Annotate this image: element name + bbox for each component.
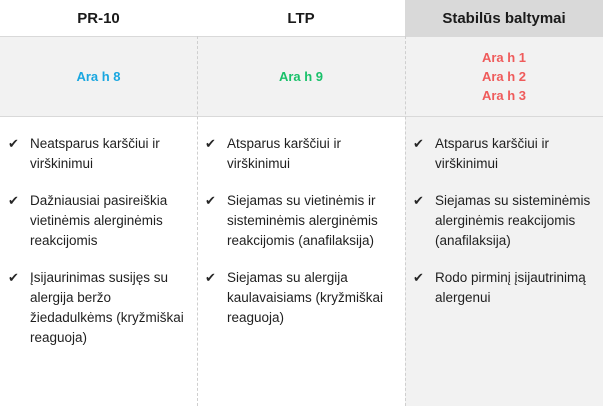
allergen-label: Ara h 9 <box>278 68 324 84</box>
allergen-list <box>405 36 603 116</box>
allergen-label: Ara h 1 <box>481 49 527 65</box>
list-item: ✔ Rodo pirminį įsijautrinimą alergenui <box>413 270 586 305</box>
feature-list <box>405 116 603 308</box>
allergen-list <box>0 36 197 116</box>
checkmark-icon: ✔ <box>413 270 424 285</box>
list-item: ✔ Neatsparus karščiui ir virškinimui <box>8 136 160 171</box>
column-ltp <box>197 0 405 406</box>
checkmark-icon: ✔ <box>413 136 424 151</box>
column-stable-proteins <box>405 0 603 406</box>
list-item: ✔ Atsparus karščiui ir virškinimui <box>413 136 550 171</box>
column-header: LTP <box>197 0 405 36</box>
allergen-label: Ara h 2 <box>481 68 527 84</box>
header-divider <box>0 36 603 37</box>
list-item: ✔ Siejamas su alergija kaulavaisiams (kryžmiškai reaguoja) <box>205 270 384 325</box>
column-header: Stabilūs baltymai <box>405 0 603 36</box>
list-item: ✔ Dažniausiai pasireiškia vietinėmis alerginėmis reakcijomis <box>8 193 168 248</box>
allergen-list <box>197 36 405 116</box>
feature-list <box>197 116 405 328</box>
list-item: ✔ Atsparus karščiui ir virškinimui <box>205 136 342 171</box>
list-item: ✔ Įsijaurinimas susijęs su alergija beržo žiedadulkėms (kryžmiškai reaguoja) <box>8 270 184 345</box>
column-pr10 <box>0 0 197 406</box>
list-item: ✔ Siejamas su sisteminėmis alerginėmis reakcijomis (anafilaksija) <box>413 193 591 248</box>
checkmark-icon: ✔ <box>8 270 19 285</box>
column-header: PR-10 <box>0 0 197 36</box>
column-divider <box>197 36 198 406</box>
checkmark-icon: ✔ <box>205 193 216 208</box>
allergen-divider <box>0 116 603 117</box>
column-divider <box>405 36 406 406</box>
list-item: ✔ Siejamas su vietinėmis ir sisteminėmis alerginėmis reakcijomis (anafilaksija) <box>205 193 378 248</box>
allergen-label: Ara h 8 <box>76 68 121 84</box>
checkmark-icon: ✔ <box>8 193 19 208</box>
checkmark-icon: ✔ <box>8 136 19 151</box>
checkmark-icon: ✔ <box>413 193 424 208</box>
allergen-label: Ara h 3 <box>481 87 527 103</box>
checkmark-icon: ✔ <box>205 136 216 151</box>
feature-list <box>0 116 197 348</box>
checkmark-icon: ✔ <box>205 270 216 285</box>
